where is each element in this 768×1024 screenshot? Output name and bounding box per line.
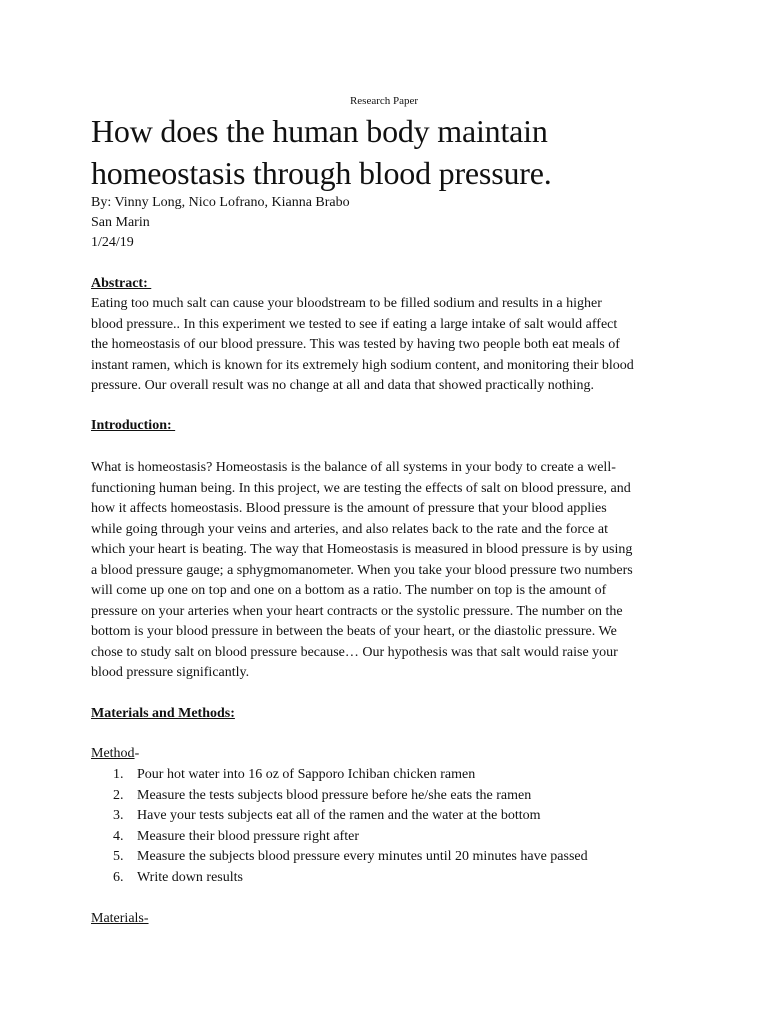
introduction-line: a blood pressure gauge; a sphygmomanometer. When you take your blood pressure two numbers [91, 562, 633, 578]
introduction-line: how it affects homeostasis. Blood pressure is the amount of pressure that your blood applies [91, 501, 607, 516]
abstract-body [91, 294, 691, 397]
method-label-suffix: - [134, 746, 140, 761]
introduction-line: chose to study salt on blood pressure because… Our hypothesis was that salt would raise your [91, 644, 618, 660]
introduction-heading: Introduction: [91, 418, 176, 433]
introduction-line: which your heart is beating. The way that Homeostasis is measured in blood pressure is by using [91, 542, 633, 557]
method-step [91, 868, 588, 889]
introduction-line: functioning human being. In this project, we are testing the effects of salt on blood pressure, and [91, 480, 631, 496]
introduction-line: pressure on your arteries when your heart contracts or the systolic pressure. The number on the [91, 603, 623, 619]
step-number: 6. [113, 869, 124, 885]
abstract-line: blood pressure.. In this experiment we tested to see if eating a large intake of salt would affect [91, 316, 618, 332]
introduction-line: What is homeostasis? Homeostasis is the balance of all systems in your body to create a well- [91, 460, 616, 475]
paper-title-line-1: How does the human body maintain [91, 113, 548, 149]
step-number: 3. [113, 808, 124, 823]
document-type-label: Research Paper [349, 95, 419, 107]
method-steps-list [91, 765, 588, 888]
introduction-body [91, 458, 691, 684]
abstract-line: the homeostasis of our blood pressure. This was tested by having two people both eat meals of [91, 337, 620, 352]
materials-label: Materials- [91, 911, 149, 926]
method-step [91, 827, 588, 848]
step-number: 5. [113, 849, 124, 864]
school-name: San Marin [91, 215, 150, 230]
materials-subheading [91, 909, 149, 929]
abstract-line: instant ramen, which is known for its extremely high sodium content, and monitoring their blood [91, 357, 634, 373]
method-subheading [91, 744, 139, 764]
step-text: Pour hot water into 16 oz of Sapporo Ichiban chicken ramen [137, 767, 476, 782]
paper-title [91, 110, 691, 194]
materials-methods-heading: Materials and Methods: [91, 706, 235, 721]
abstract-line: pressure. Our overall result was no change at all and data that showed practically nothing. [91, 378, 595, 393]
step-number: 2. [113, 787, 124, 803]
paper-title-line-2: homeostasis through blood pressure. [91, 155, 552, 191]
introduction-line: bottom is your blood pressure in between the beats of your heart, or the diastolic pressure. We [91, 624, 617, 639]
introduction-line: while going through your veins and arteries, and also relates back to the rate and the force at [91, 521, 609, 537]
step-text: Measure the tests subjects blood pressure before he/she eats the ramen [137, 787, 532, 803]
step-text: Measure the subjects blood pressure every minutes until 20 minutes have passed [137, 849, 588, 864]
method-step [91, 765, 588, 786]
step-text: Write down results [137, 869, 243, 885]
abstract-heading: Abstract: [91, 276, 152, 291]
method-step [91, 786, 588, 807]
paper-meta [91, 193, 350, 253]
step-number: 1. [113, 767, 124, 782]
introduction-line: will come up one on top and one on a bottom as a ratio. The number on top is the amount of [91, 583, 607, 598]
abstract-line: Eating too much salt can cause your bloodstream to be filled sodium and results in a higher [91, 296, 602, 311]
step-text: Have your tests subjects eat all of the ramen and the water at the bottom [137, 808, 541, 823]
method-step [91, 847, 588, 868]
introduction-line: blood pressure significantly. [91, 665, 250, 680]
authors: By: Vinny Long, Nico Lofrano, Kianna Brabo [91, 195, 350, 210]
step-text: Measure their blood pressure right after [137, 828, 359, 844]
paper-date: 1/24/19 [91, 235, 134, 250]
method-label: Method [91, 746, 135, 761]
step-number: 4. [113, 828, 124, 844]
method-step [91, 806, 588, 827]
